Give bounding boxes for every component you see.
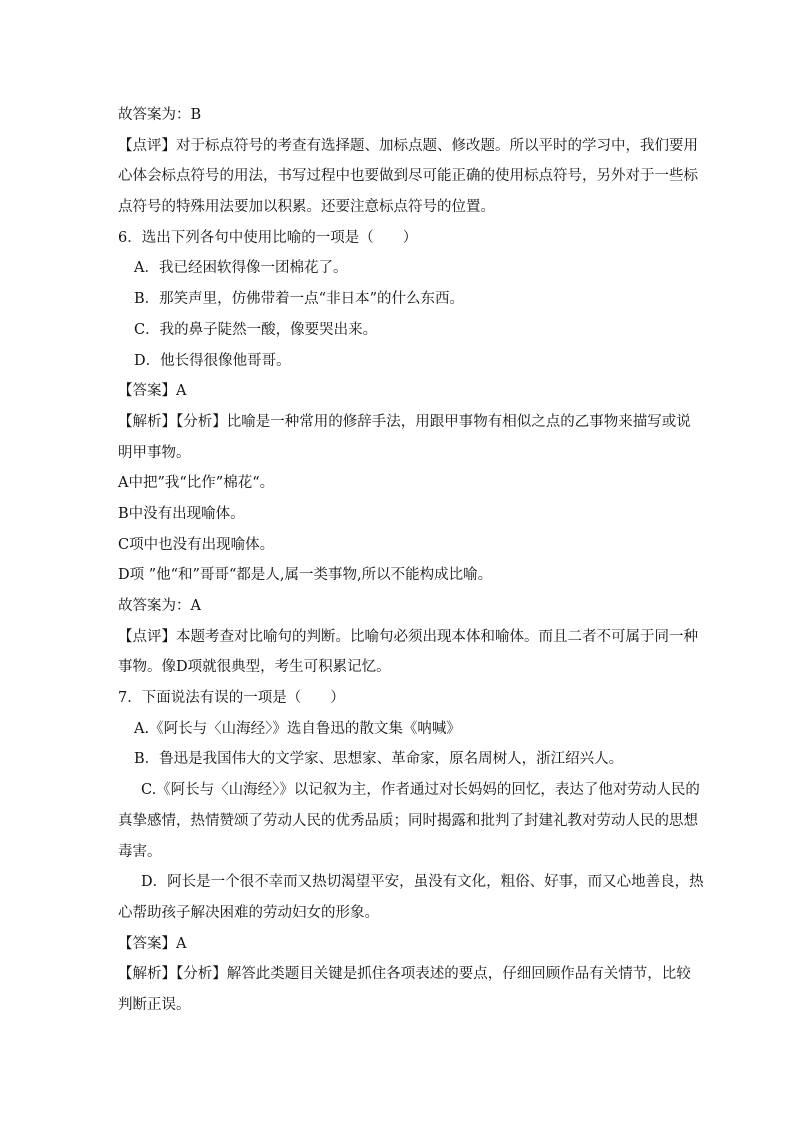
text-line: C.《阿长与〈山海经〉》以记叙为主，作者通过对长妈妈的回忆，表达了他对劳动人民的	[141, 782, 700, 799]
text-line: 点符号的特殊用法要加以积累。还要注意标点符号的位置。	[118, 199, 495, 216]
text-line: D项 ”他“和”哥哥“都是人,属一类事物,所以不能构成比喻。	[118, 567, 493, 584]
text-line: A中把”我“比作”棉花“。	[118, 475, 275, 492]
text-line: 7．下面说法有误的一项是（ ）	[118, 690, 345, 707]
text-line: 【点评】对于标点符号的考查有选择题、加标点题、修改题。所以平时的学习中，我们要用	[118, 137, 698, 154]
text-line: C．我的鼻子陡然一酸，像要哭出来。	[134, 321, 378, 338]
text-line: B．鲁迅是我国伟大的文学家、思想家、革命家，原名周树人，浙江绍兴人。	[134, 751, 624, 768]
text-line: 6．选出下列各句中使用比喻的一项是（ ）	[118, 229, 418, 246]
text-line: 判断正误。	[118, 996, 191, 1013]
text-line: 事物。像D项就很典型，考生可积累记忆。	[118, 659, 391, 676]
text-line: D．阿长是一个很不幸而又热切渴望平安，虽没有文化，粗俗、好事，而又心地善良，热	[141, 874, 704, 891]
text-line: D．他长得很像他哥哥。	[134, 352, 291, 369]
text-line: 心体会标点符号的用法，书写过程中也要做到尽可能正确的使用标点符号，另外对于一些标	[118, 168, 698, 185]
document-body	[118, 100, 704, 1021]
text-line: 【解析】【分析】比喻是一种常用的修辞手法，用跟甲事物有相似之点的乙事物来描写或说	[118, 413, 691, 430]
text-line: 心帮助孩子解决困难的劳动妇女的形象。	[118, 904, 379, 921]
text-line: 真挚感情，热情赞颂了劳动人民的优秀品质；同时揭露和批判了封建礼教对劳动人民的思想	[118, 812, 698, 829]
text-line: 故答案为：A	[118, 598, 201, 614]
text-line: B．那笑声里，仿佛带着一点“非日本”的什么东西。	[134, 291, 464, 308]
text-line: 毒害。	[118, 843, 162, 860]
text-line: A.《阿长与〈山海经〉》选自鲁迅的散文集《呐喊》	[134, 720, 461, 737]
text-line: 明甲事物。	[118, 444, 191, 461]
text-line: C项中也没有出现喻体。	[118, 536, 275, 553]
text-line: 【解析】【分析】解答此类题目关键是抓住各项表述的要点，仔细回顾作品有关情节，比较	[118, 966, 691, 983]
text-line: 【答案】A	[118, 935, 187, 952]
text-line: 故答案为：B	[118, 107, 202, 123]
text-line: 【答案】A	[118, 383, 187, 400]
text-line: A．我已经困软得像一团棉花了。	[134, 260, 348, 277]
text-line: B中没有出现喻体。	[118, 505, 245, 522]
text-line: 【点评】本题考查对比喻句的判断。比喻句必须出现本体和喻体。而且二者不可属于同一种	[118, 628, 698, 645]
